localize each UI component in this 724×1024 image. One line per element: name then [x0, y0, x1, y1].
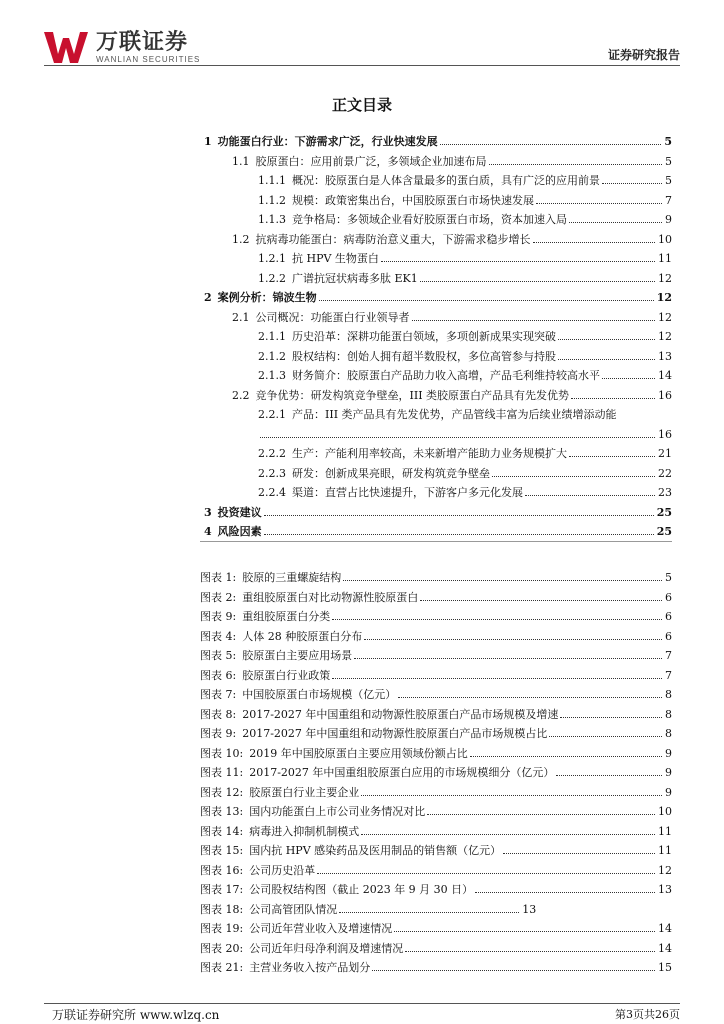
logo-chinese-name: 万联证券	[96, 29, 189, 55]
toc-entry[interactable]: 2.2 竞争优势：研发构筑竞争壁垒，III 类胶原蛋白产品具有先发优势 16	[232, 388, 672, 402]
figure-entry[interactable]: 图表 2: 重组胶原蛋白对比动物源性胶原蛋白 6	[200, 590, 672, 604]
toc-entry[interactable]: 1.1.2 规模：政策密集出台，中国胶原蛋白市场快速发展 7	[258, 193, 672, 207]
table-of-contents	[200, 132, 672, 542]
toc-entry[interactable]: 1.2 抗病毒功能蛋白：病毒防治意义重大，下游需求稳步增长 10	[232, 232, 672, 246]
figure-entry[interactable]: 图表 18: 公司高管团队情况 13	[200, 902, 537, 916]
figure-entry[interactable]: 图表 7: 中国胶原蛋白市场规模（亿元） 8	[200, 688, 672, 701]
figure-entry[interactable]: 图表 15: 国内抗 HPV 感染药品及医用制品的销售额（亿元） 11	[200, 844, 672, 857]
toc-entry[interactable]: 1.1 胶原蛋白：应用前景广泛，多领域企业加速布局 5	[232, 154, 672, 168]
list-of-figures	[200, 568, 672, 978]
toc-entry[interactable]: 2.2.1 产品：III 类产品具有先发优势，产品管线丰富为后续业绩增添动能	[258, 408, 617, 421]
toc-entry[interactable]: 2.1.1 历史沿革：深耕功能蛋白领域，多项创新成果实现突破 12	[258, 330, 672, 343]
toc-entry[interactable]: 1 功能蛋白行业：下游需求广泛，行业快速发展 5	[204, 135, 672, 148]
toc-entry[interactable]: 2 案例分析：锦波生物 12	[204, 291, 672, 304]
report-type-label: 证券研究报告	[607, 48, 680, 62]
figure-entry[interactable]: 图表 11: 2017-2027 年中国重组胶原蛋白应用的市场规模细分（亿元） 9	[200, 766, 672, 779]
footer-source: 万联证券研究所 www.wlzq.cn	[52, 1008, 220, 1022]
figure-entry[interactable]: 图表 10: 2019 年中国胶原蛋白主要应用领域份额占比 9	[200, 746, 672, 760]
toc-title: 正文目录	[331, 96, 392, 114]
wanlian-logo-icon	[44, 30, 92, 64]
toc-entry[interactable]: 1.2.1 抗 HPV 生物蛋白 11	[258, 252, 672, 265]
toc-entry[interactable]: 1.1.1 概况：胶原蛋白是人体含量最多的蛋白质，具有广泛的应用前景 5	[258, 174, 672, 187]
figure-entry[interactable]: 图表 19: 公司近年营业收入及增速情况 14	[200, 922, 672, 935]
figure-entry[interactable]: 图表 4: 人体 28 种胶原蛋白分布 6	[200, 629, 672, 643]
page-header	[0, 0, 724, 70]
figure-entry[interactable]: 图表 17: 公司股权结构图（截止 2023 年 9 月 30 日） 13	[200, 883, 672, 896]
logo-english-name: WANLIAN SECURITIES	[96, 54, 201, 64]
toc-entry[interactable]: 2.2.3 研发：创新成果亮眼，研发构筑竞争壁垒 22	[258, 466, 672, 480]
section-divider	[200, 541, 672, 542]
toc-entry[interactable]: 4 风险因素 25	[204, 525, 672, 538]
figure-entry[interactable]: 图表 12: 胶原蛋白行业主要企业 9	[200, 785, 672, 799]
figure-entry[interactable]: 图表 21: 主营业务收入按产品划分 15	[200, 961, 672, 974]
figure-entry[interactable]: 图表 13: 国内功能蛋白上市公司业务情况对比 10	[200, 805, 672, 818]
toc-entry[interactable]: 2.1.2 股权结构：创始人拥有超半数股权，多位高管参与持股 13	[258, 349, 672, 363]
page-number: 第3页共26页	[615, 1008, 680, 1021]
toc-entry[interactable]: 2.2.2 生产：产能利用率较高，未来新增产能助力业务规模扩大 21	[258, 447, 672, 460]
toc-entry[interactable]: 1.1.3 竞争格局：多领域企业看好胶原蛋白市场，资本加速入局 9	[258, 213, 672, 226]
figure-entry[interactable]: 图表 1: 胶原的三重螺旋结构 5	[200, 571, 672, 584]
figure-entry[interactable]: 图表 9: 2017-2027 年中国重组和动物源性胶原蛋白产品市场规模占比 8	[200, 727, 672, 740]
company-logo	[44, 30, 200, 64]
figure-entry[interactable]: 图表 16: 公司历史沿革 12	[200, 863, 672, 877]
toc-entry[interactable]: 2.1 公司概况：功能蛋白行业领导者 12	[232, 310, 672, 324]
figure-entry[interactable]: 图表 6: 胶原蛋白行业政策 7	[200, 668, 672, 682]
figure-entry[interactable]: 图表 9: 重组胶原蛋白分类 6	[200, 610, 672, 623]
toc-entry[interactable]: 2.2.4 渠道：直营占比快速提升，下游客户多元化发展 23	[258, 486, 672, 499]
toc-entry[interactable]: 1.2.2 广谱抗冠状病毒多肽 EK1 12	[258, 271, 672, 285]
figure-entry[interactable]: 图表 8: 2017-2027 年中国重组和动物源性胶原蛋白产品市场规模及增速 8	[200, 707, 672, 721]
toc-entry[interactable]: 2.1.3 财务简介：胶原蛋白产品助力收入高增，产品毛利维持较高水平 14	[258, 369, 672, 382]
toc-entry-continuation[interactable]: 16	[200, 425, 672, 445]
footer-divider	[44, 1003, 680, 1004]
figure-entry[interactable]: 图表 5: 胶原蛋白主要应用场景 7	[200, 649, 672, 662]
figure-entry[interactable]: 图表 20: 公司近年归母净利润及增速情况 14	[200, 941, 672, 955]
header-divider	[44, 65, 680, 66]
toc-entry[interactable]: 3 投资建议 25	[204, 505, 672, 519]
figure-entry[interactable]: 图表 14: 病毒进入抑制机制模式 11	[200, 824, 672, 838]
